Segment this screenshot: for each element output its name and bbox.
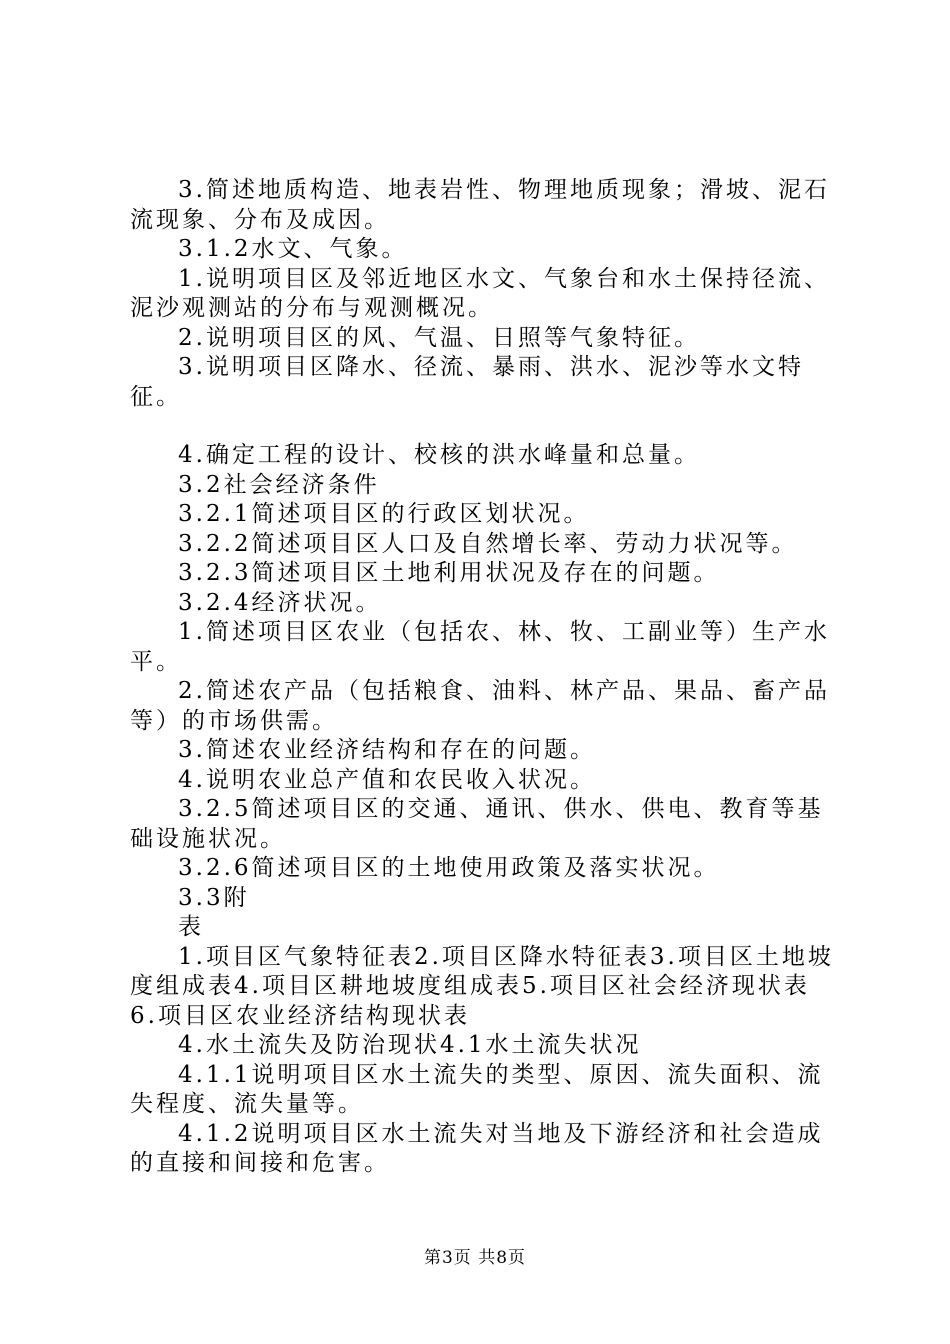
heading-appendix: 3.3附	[178, 884, 250, 911]
paragraph-land-policy: 3.2.6简述项目区的土地使用政策及落实状况。	[178, 855, 720, 881]
paragraph-geology: 3.简述地质构造、地表岩性、物理地质现象；滑坡、泥石流现象、分布及成因。	[130, 177, 830, 233]
paragraph-income: 4.说明农业总产值和农民收入状况。	[178, 766, 596, 793]
heading-economy: 3.2.4经济状况。	[178, 589, 382, 616]
paragraph-infrastructure: 3.2.5简述项目区的交通、通讯、供水、供电、教育等基础设施状况。	[130, 796, 824, 852]
paragraph-flood-volume: 4.确定工程的设计、校核的洪水峰量和总量。	[178, 442, 700, 468]
paragraph-climate-features: 2.说明项目区的风、气温、日照等气象特征。	[178, 324, 700, 351]
paragraph-table-list: 1.项目区气象特征表2.项目区降水特征表3.项目区土地坡度组成表4.项目区耕地坡度组成表5.项目区社会经济现状表6.项目区农业经济结构现状表	[130, 943, 834, 1029]
document-body	[130, 176, 836, 1179]
page-number-footer: 第3页 共8页	[423, 1248, 527, 1268]
heading-socioeconomic: 3.2社会经济条件	[178, 471, 380, 498]
paragraph-erosion-types: 4.1.1说明项目区水土流失的类型、原因、流失面积、流失程度、流失量等。	[130, 1061, 824, 1117]
paragraph-population: 3.2.2简述项目区人口及自然增长率、劳动力状况等。	[178, 530, 798, 557]
paragraph-observation-stations: 1.说明项目区及邻近地区水文、气象台和水土保持径流、泥沙观测站的分布与观测概况。	[130, 265, 830, 321]
paragraph-land-use: 3.2.3简述项目区土地利用状况及存在的问题。	[178, 560, 720, 586]
paragraph-hydrology-features: 3.说明项目区降水、径流、暴雨、洪水、泥沙等水文特征。	[130, 354, 804, 410]
paragraph-erosion-harm: 4.1.2说明项目区水土流失对当地及下游经济和社会造成的直接和间接和危害。	[130, 1120, 824, 1176]
heading-soil-erosion: 4.水土流失及防治现状4.1水土流失状况	[178, 1032, 642, 1058]
paragraph-economic-structure: 3.简述农业经济结构和存在的问题。	[178, 737, 596, 763]
paragraph-administrative: 3.2.1简述项目区的行政区划状况。	[178, 501, 590, 527]
heading-appendix-tables: 表	[178, 914, 204, 940]
paragraph-agriculture-level: 1.简述项目区农业（包括农、林、牧、工副业等）生产水平。	[130, 619, 830, 675]
paragraph-market-demand: 2.简述农产品（包括粮食、油料、林产品、果品、畜产品等）的市场供需。	[130, 678, 830, 734]
heading-hydrology-climate: 3.1.2水文、气象。	[178, 236, 408, 262]
